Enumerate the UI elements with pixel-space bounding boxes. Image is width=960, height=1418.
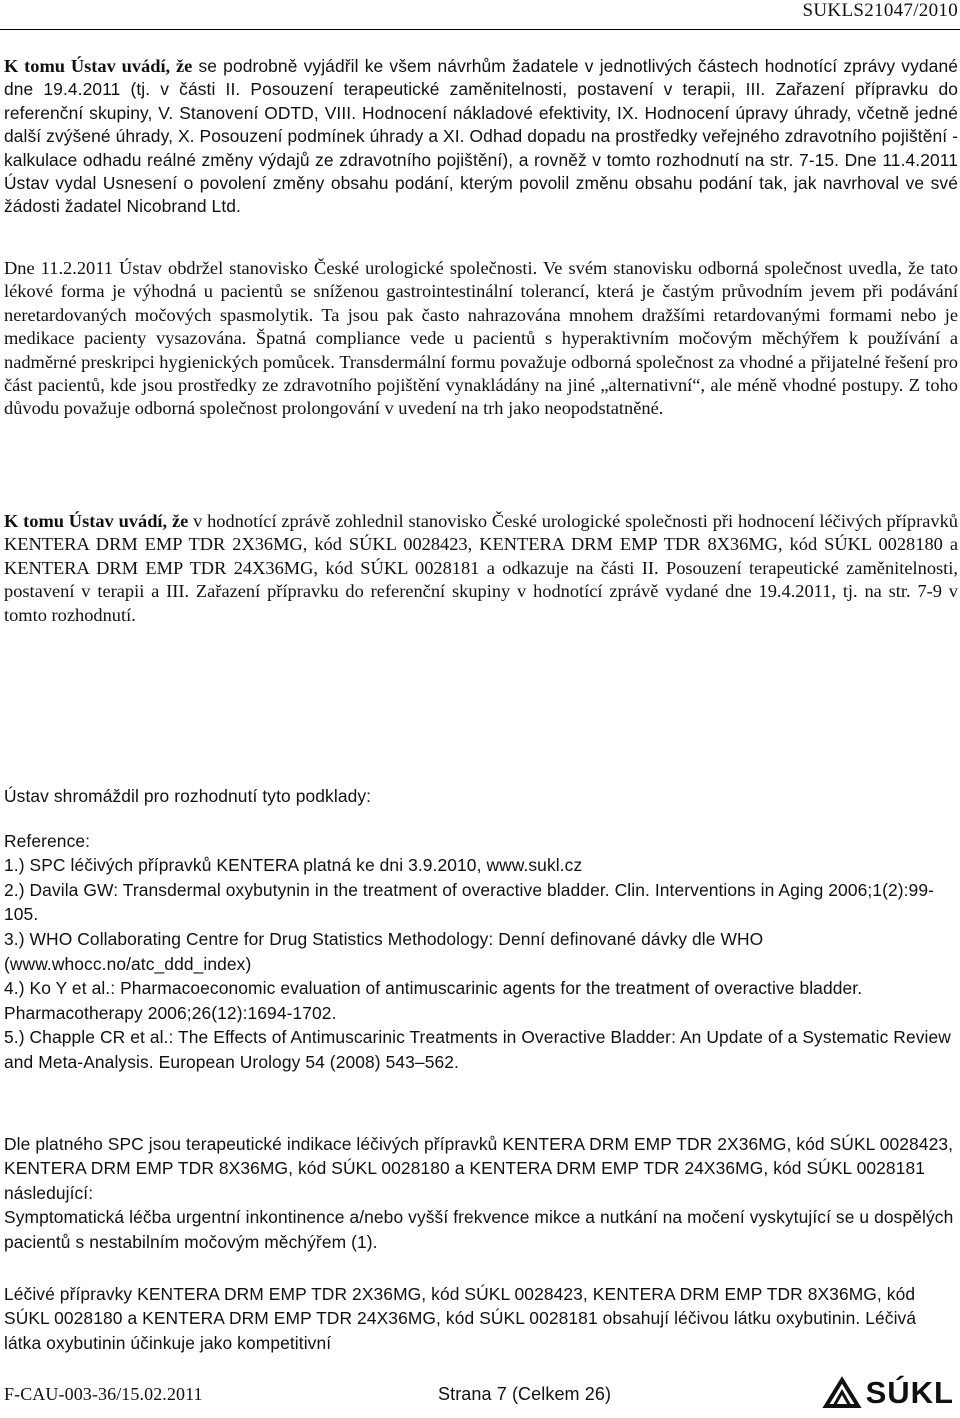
- substance-section: [4, 1282, 958, 1355]
- reference-item: 1.) SPC léčivých přípravků KENTERA platná ke dni 3.9.2010, www.sukl.cz: [4, 855, 583, 876]
- substance-text: Léčivé přípravky KENTERA DRM EMP TDR 2X36MG, kód SÚKL 0028423, KENTERA DRM EMP TDR 8X36MG, kód SÚKL 0028180 a KENTERA DRM EMP TDR 24X36MG, kód SÚKL 0028181 obsahují léčivou látku oxybutinin. Léčivá látka oxybutinin účinkuje jako kompetitivní: [4, 1284, 917, 1353]
- indications-detail: Symptomatická léčba urgentní inkontinence a/nebo vyšší frekvence mikce a nutkání na močení vyskytující se u dospělých pacientů s nestabilním močovým měchýřem (1).: [4, 1207, 954, 1252]
- bold-lead: K tomu Ústav uvádí, že: [4, 56, 193, 76]
- header-divider: [0, 29, 960, 30]
- sukl-logo-icon: [822, 1376, 862, 1410]
- indications-text: Dle platného SPC jsou terapeutické indikace léčivých přípravků KENTERA DRM EMP TDR 2X36MG, kód SÚKL 0028423, KENTERA DRM EMP TDR 8X36MG, kód SÚKL 0028180 a KENTERA DRM EMP TDR 24X36MG, kód SÚKL 0028181 následující:: [4, 1134, 954, 1203]
- reference-item: 5.) Chapple CR et al.: The Effects of Antimuscarinic Treatments in Overactive Bladder: An Update of a Systematic Review and Meta-Analysis. European Urology 54 (2008) 543–562.: [4, 1027, 951, 1072]
- references-heading: Reference:: [4, 830, 91, 851]
- paragraph-text: se podrobně vyjádřil ke všem návrhům žadatele v jednotlivých částech hodnotící zprávy vydané dne 19.4.2011 (tj. v části II. Posouzení terapeutické zaměnitelnosti, postavení v terapii, III. Zařazení přípravku do referenční skupiny, V. Stanovení ODTD, VIII. Hodnocení nákladové efektivity, IX. Hodnocení úpravy úhrady, včetně jedné další zvýšené úhrady, X. Posouzení podmínek úhrady a XI. Odhad dopadu na prostředky veřejného zdravotního pojištění - kalkulace odhadu reálné změny výdajů ze zdravotního pojištění), a rovněž v tomto rozhodnutí na str. 7-15. Dne 11.4.2011 Ústav vydal Usnesení o povolení změny obsahu podání, kterým povolil změnu obsahu podání tak, jak navrhoval ve své žádosti žadatel Nicobrand Ltd.: [4, 56, 958, 217]
- form-code: F-CAU-003-36/15.02.2011: [4, 1384, 203, 1404]
- bold-lead: K tomu Ústav uvádí, že: [4, 511, 189, 531]
- sources-section: [4, 784, 958, 1075]
- reference-item: 2.) Davila GW: Transdermal oxybutynin in the treatment of overactive bladder. Clin. Interventions in Aging 2006;1(2):99-105.: [4, 879, 934, 925]
- paragraph-urology-statement: [4, 257, 958, 421]
- reference-number: SUKLS21047/2010: [802, 0, 958, 21]
- reference-item: 4.) Ko Y et al.: Pharmacoeconomic evaluation of antimuscarinic agents for the treatment of overactive bladder. Pharmacotherapy 2006;26(12):1694-1702.: [4, 978, 863, 1023]
- paragraph-response-1: [4, 55, 958, 219]
- sources-intro: Ústav shromáždil pro rozhodnutí tyto podklady:: [4, 786, 372, 806]
- sukl-logo: [822, 1376, 954, 1410]
- page-number: Strana 7 (Celkem 26): [438, 1384, 612, 1404]
- logo-text: SÚKL: [865, 1375, 954, 1410]
- paragraph-text: v hodnotící zprávě zohlednil stanovisko České urologické společnosti při hodnocení léčivých přípravků KENTERA DRM EMP TDR 2X36MG, kód SÚKL 0028423, KENTERA DRM EMP TDR 8X36MG, kód SÚKL 0028180 a KENTERA DRM EMP TDR 24X36MG, kód SÚKL 0028181 a odkazuje na části II. Posouzení terapeutické zaměnitelnosti, postavení v terapii a III. Zařazení přípravku do referenční skupiny v hodnotící zprávě vydané dne 19.4.2011, tj. na str. 7-9 v tomto rozhodnutí.: [4, 511, 958, 625]
- paragraph-response-2: [4, 510, 958, 627]
- paragraph-text: Dne 11.2.2011 Ústav obdržel stanovisko České urologické společnosti. Ve svém stanovisku odborná společnost uvedla, že tato lékové forma je výhodná u pacientů se sníženou gastrointestinální tolerancí, která je častým průvodním jevem při podávání neretardovaných močových spasmolytik. Ta jsou pak často nahrazována mnohem dražšími retardovanými formami nebo je medikace pacienty vysazována. Špatná compliance vede u pacientů s hyperaktivním močovým měchýřem k používání a nadměrné preskripci hygienických pomůcek. Transdermální formu považuje odborná společnost za vhodné a přijatelné řešení pro část pacientů, kde jsou prostředky ze zdravotního pojištění vynakládány na jiné „alternativní“, ale méně vhodné postupy. Z toho důvodu považuje odborná společnost prolongování v uvedení na trh jako neopodstatněné.: [4, 258, 958, 419]
- indications-section: [4, 1132, 958, 1254]
- spacer: [4, 809, 958, 829]
- reference-item: 3.) WHO Collaborating Centre for Drug Statistics Methodology: Denní definované dávky dle WHO (www.whocc.no/atc_ddd_index): [4, 928, 764, 974]
